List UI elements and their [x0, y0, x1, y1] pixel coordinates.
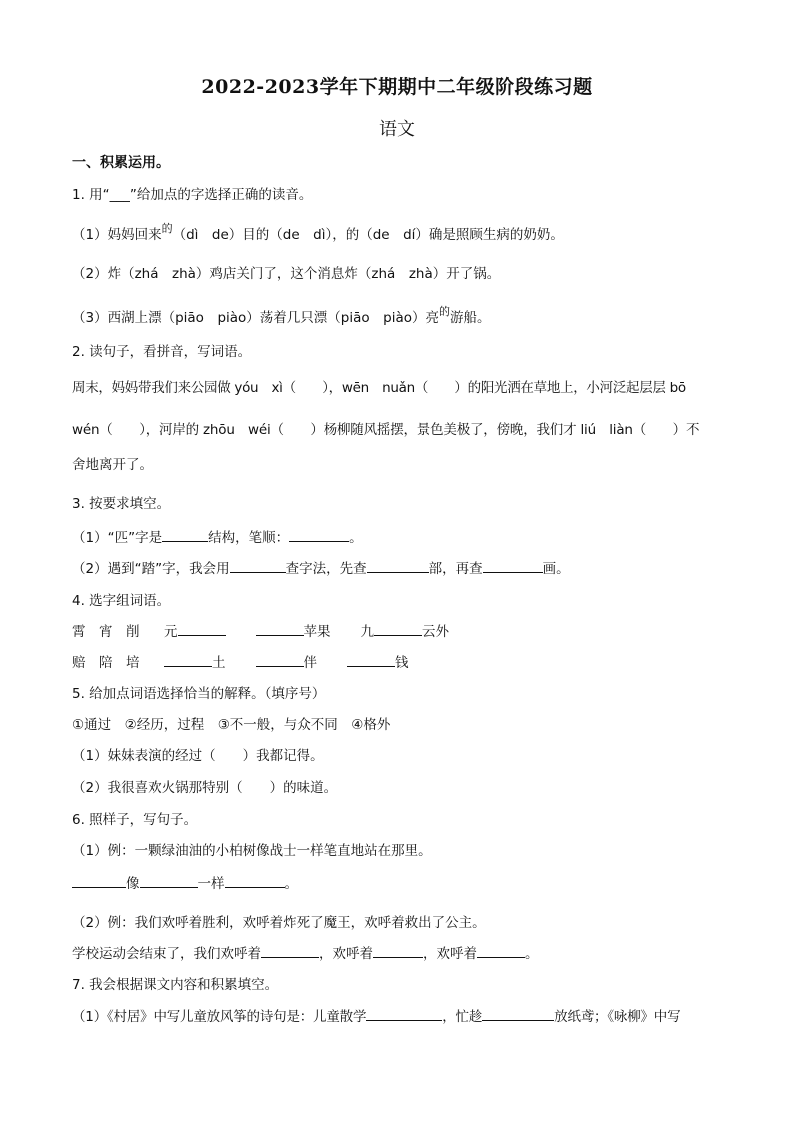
q1-item1-mark: 的 — [161, 222, 173, 235]
q6-answer1-like: 像 — [126, 876, 140, 892]
q6-answer2-text-d: 。 — [525, 946, 539, 962]
q7-item1-text-a: （1）《村居》中写儿童放风筝的诗句是：儿童散学 — [72, 1009, 367, 1025]
answer-blank[interactable] — [256, 621, 304, 636]
q1-item2: （2）炸（zhá zhà）鸡店关门了，这个消息炸（zhá zhà）开了锅。 — [72, 266, 501, 282]
q6-answer1-same: 一样 — [197, 876, 225, 892]
q1-item1 — [72, 220, 732, 243]
answer-blank[interactable] — [482, 1006, 554, 1021]
answer-blank[interactable] — [256, 652, 304, 667]
q5-item2: （2）我很喜欢火锅那特别（ ）的味道。 — [72, 780, 338, 796]
q3-prompt: 3. 按要求填空。 — [72, 496, 171, 512]
q3-item2 — [72, 557, 732, 577]
q1-prompt-blank: ___ — [109, 187, 130, 203]
q3-item1-text-c: 。 — [349, 530, 363, 546]
subject-title: 语文 — [379, 119, 415, 140]
q3-item2-text-b: 查字法，先查 — [285, 561, 367, 577]
q1-prompt-pre: 1. 用“ — [72, 187, 110, 203]
page-title: 2022-2023学年下期期中二年级阶段练习题 — [201, 76, 593, 98]
q6-example1: （1）例：一颗绿油油的小柏树像战士一样笔直地站在那里。 — [72, 843, 432, 859]
answer-blank[interactable] — [366, 1006, 442, 1021]
q7-item1-text-c: 放纸鸢；《咏柳》中写 — [554, 1009, 681, 1025]
q2-prompt: 2. 读句子，看拼音，写词语。 — [72, 344, 252, 360]
q6-answer1 — [72, 872, 732, 892]
q5-prompt: 5. 给加点词语选择恰当的解释。（填序号） — [72, 686, 326, 702]
answer-blank[interactable] — [72, 873, 126, 888]
q6-answer2-text-a: 学校运动会结束了，我们欢呼着 — [72, 946, 261, 962]
q7-prompt: 7. 我会根据课文内容和积累填空。 — [72, 977, 279, 993]
q6-answer2 — [72, 942, 732, 962]
q5-options: ①通过 ②经历，过程 ③不一般，与众不同 ④格外 — [72, 717, 391, 733]
answer-blank[interactable] — [261, 943, 319, 958]
answer-blank[interactable] — [374, 621, 422, 636]
answer-blank[interactable] — [477, 943, 525, 958]
q4-prompt: 4. 选字组词语。 — [72, 593, 171, 609]
section-heading: 一、积累运用。 — [72, 155, 170, 171]
q4-row2-word1: 土 — [212, 655, 226, 671]
q6-answer2-text-b: ，欢呼着 — [319, 946, 373, 962]
q1-item1-text-a: （1）妈妈回来 — [72, 227, 162, 243]
q3-item1-text-b: 结构，笔顺： — [208, 530, 290, 546]
q6-answer2-text-c: ，欢呼着 — [423, 946, 477, 962]
answer-blank[interactable] — [347, 652, 395, 667]
answer-blank[interactable] — [140, 873, 198, 888]
answer-blank[interactable] — [367, 558, 429, 573]
q1-item3-mark: 的 — [439, 305, 450, 318]
q3-item1-text-a: （1）“匹”字是 — [72, 530, 163, 546]
q1-prompt — [72, 183, 732, 203]
q3-item2-text-c: 部，再查 — [428, 561, 483, 577]
answer-blank[interactable] — [230, 558, 286, 573]
q2-line2: wén（ ），河岸的 zhōu wéi（ ）杨柳随风摇摆，景色美极了，傍晚，我们才 liú liàn（ ）不 — [72, 422, 700, 438]
answer-blank[interactable] — [483, 558, 543, 573]
q1-item3-text-b: 游船。 — [450, 310, 491, 326]
q6-prompt: 6. 照样子，写句子。 — [72, 812, 198, 828]
q4-row2-chars: 赔 陪 培 — [72, 655, 140, 671]
answer-blank[interactable] — [164, 652, 212, 667]
q2-line1: 周末，妈妈带我们来公园做 yóu xì（ ），wēn nuǎn（ ）的阳光洒在草地上，小河泛起层层 bō — [72, 380, 686, 396]
q3-item1 — [72, 526, 732, 546]
q1-item3-text-a: （3）西湖上漂（piāo piào）荡着几只漂（piāo piào）亮 — [72, 310, 439, 326]
answer-blank[interactable] — [289, 527, 349, 542]
q6-answer1-end: 。 — [284, 876, 298, 892]
answer-blank[interactable] — [178, 621, 226, 636]
q4-row1-word1: 元 — [164, 624, 178, 640]
q7-item1 — [72, 1005, 732, 1025]
q4-row1-word2: 苹果 — [303, 624, 331, 640]
q1-prompt-post: ”给加点的字选择正确的读音。 — [129, 187, 313, 203]
q5-item1: （1）妹妹表演的经过（ ）我都记得。 — [72, 748, 324, 764]
q4-row2-word2: 伴 — [303, 655, 317, 671]
q4-row1-word3a: 九 — [360, 624, 374, 640]
answer-blank[interactable] — [373, 943, 423, 958]
q4-row2-word3: 钱 — [395, 655, 409, 671]
q4-row2 — [72, 651, 732, 671]
q4-row1-chars: 霄 宵 削 — [72, 624, 140, 640]
q7-item1-text-b: ，忙趁 — [442, 1009, 483, 1025]
q4-row1-word3b: 云外 — [422, 624, 449, 640]
q4-row1 — [72, 620, 732, 640]
q6-example2: （2）例：我们欢呼着胜利，欢呼着炸死了魔王，欢呼着救出了公主。 — [72, 915, 486, 931]
q2-line3: 舍地离开了。 — [72, 457, 153, 473]
q1-item1-text-b: （dì de）目的（de dì），的（de dí）确是照顾生病的奶奶。 — [172, 227, 564, 243]
answer-blank[interactable] — [225, 873, 285, 888]
q1-item3 — [72, 303, 732, 326]
q3-item2-text-d: 画。 — [542, 561, 570, 577]
answer-blank[interactable] — [162, 527, 208, 542]
q3-item2-text-a: （2）遇到“踏”字，我会用 — [72, 561, 230, 577]
